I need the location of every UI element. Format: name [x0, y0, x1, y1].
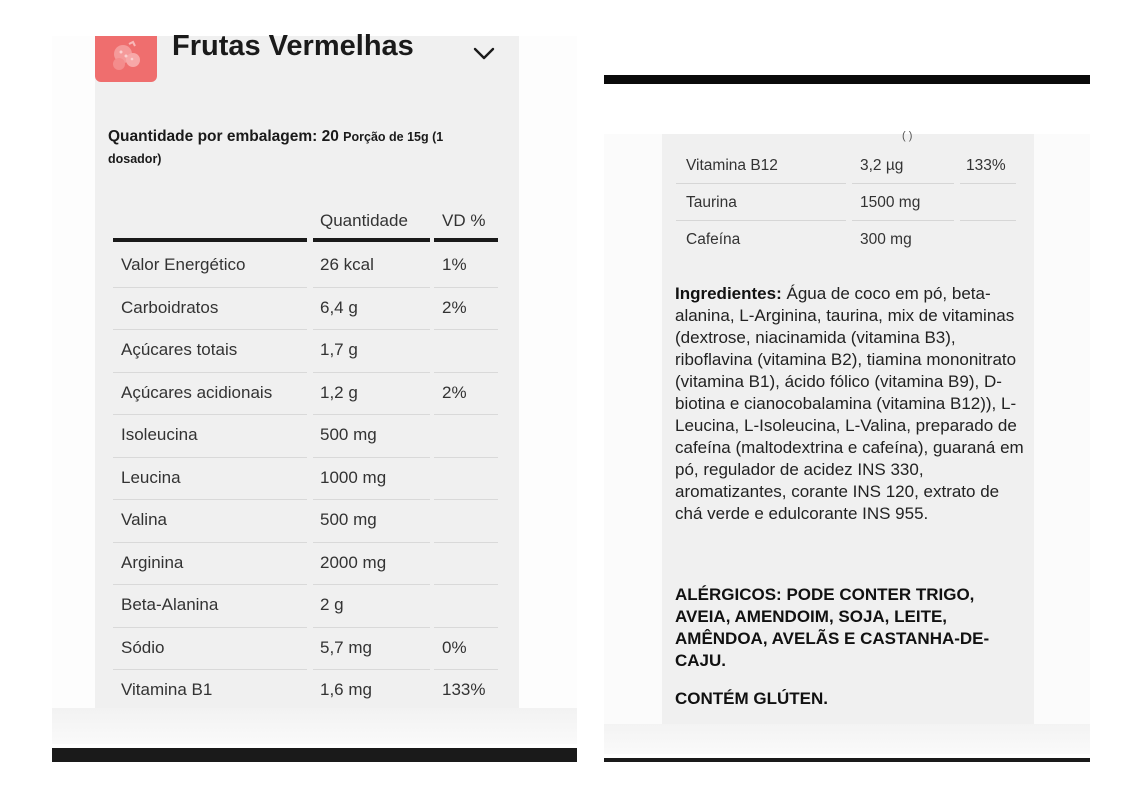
table-row: [113, 543, 498, 586]
table-row: [113, 670, 498, 713]
nutrient-qty: 1,6 mg: [320, 680, 372, 699]
nutrient-vd: 133%: [966, 157, 1006, 174]
nutrient-name: Açúcares acidionais: [121, 382, 273, 402]
nutrient-qty: 1000 mg: [320, 467, 387, 487]
table-row: [113, 373, 498, 416]
allergens-warning: ALÉRGICOS: PODE CONTER TRIGO, AVEIA, AMENDOIM, SOJA, LEITE, AMÊNDOA, AVELÃS E CASTANHA-DE-CAJU.: [675, 585, 990, 670]
nutrient-name: Valina: [121, 510, 167, 529]
nutrient-qty: 2000 mg: [320, 552, 387, 572]
header-rule: [434, 238, 498, 242]
nutrient-name: Vitamina B12: [686, 157, 778, 174]
cut-off-text: ( ): [902, 130, 913, 142]
nutrient-vd: 0%: [442, 637, 467, 657]
nutrient-name: Cafeína: [686, 231, 741, 248]
nutrient-name: Vitamina B1: [121, 680, 213, 699]
table-row: [113, 500, 498, 543]
nutrient-qty: 1,2 g: [320, 382, 358, 402]
nutrient-vd: 2%: [442, 382, 467, 402]
divider-bar: [52, 748, 577, 762]
nutrient-name: Açúcares totais: [121, 340, 238, 359]
header-rule: [313, 238, 430, 242]
header-quantity: Quantidade: [320, 211, 408, 230]
nutrient-qty: 2 g: [320, 595, 344, 614]
nutrient-name: Leucina: [121, 467, 181, 487]
table-row: [113, 458, 498, 501]
nutrient-name: Isoleucina: [121, 425, 198, 444]
nutrient-name: Valor Energético: [121, 255, 246, 274]
screen-edge: [604, 724, 1090, 754]
ingredients-text: [675, 283, 1025, 525]
nutrient-qty: 26 kcal: [320, 255, 374, 274]
table-row: [676, 221, 1016, 258]
nutrient-vd: 2%: [442, 297, 467, 317]
nutrient-qty: 5,7 mg: [320, 637, 372, 657]
ingredients-label: Ingredientes:: [675, 284, 782, 303]
table-row: [113, 245, 498, 288]
divider-bar: [604, 75, 1090, 84]
nutrient-qty: 1500 mg: [860, 194, 921, 211]
nutrient-qty: 500 mg: [320, 425, 377, 444]
nutrient-name: Arginina: [121, 552, 184, 572]
divider-bar: [604, 758, 1090, 762]
table-row: [113, 288, 498, 331]
nutrient-vd: 133%: [442, 680, 486, 699]
nutrient-qty: 6,4 g: [320, 297, 358, 317]
table-row: [113, 415, 498, 458]
header-vd: VD %: [442, 211, 486, 230]
table-row: [113, 330, 498, 373]
portion-label-cont: dosador): [108, 152, 162, 166]
header-rule: [113, 238, 307, 242]
ingredients-list: Água de coco em pó, beta-alanina, L-Arginina, taurina, mix de vitaminas (dextrose, niacinamida (vitamina B3), riboflavina (vitamina B2), tiamina mononitrato (vitamina B1), ácido fólico (vitamina B9), D-biotina e cianocobalamina (vitamina B12)), L-Leucina, L-Isoleucina, L-Valina, preparado de cafeína (maltodextrina e cafeína), guaraná em pó, regulador de acidez INS 330, aromatizantes, corante INS 120, extrato de chá verde e edulcorante INS 955.: [675, 284, 1024, 523]
nutrient-qty: 3,2 µg: [860, 157, 904, 174]
nutrient-name: Beta-Alanina: [121, 595, 219, 614]
table-row: [113, 628, 498, 671]
table-row: [113, 585, 498, 628]
berries-icon: [95, 36, 157, 82]
servings-info: [108, 126, 508, 170]
nutrient-name: Carboidratos: [121, 297, 219, 317]
flavor-title: Frutas Vermelhas: [172, 30, 414, 62]
screen-edge: [52, 708, 577, 744]
nutrient-name: Sódio: [121, 637, 165, 657]
nutrient-vd: 1%: [442, 255, 467, 274]
nutrient-qty: 500 mg: [320, 510, 377, 529]
table-row: [676, 184, 1016, 221]
nutrient-name: Taurina: [686, 194, 737, 211]
table-row: [676, 147, 1016, 184]
portion-label: Porção de 15g (1: [343, 130, 444, 144]
nutrient-qty: 300 mg: [860, 231, 912, 248]
chevron-down-icon[interactable]: [472, 44, 496, 62]
nutrient-qty: 1,7 g: [320, 340, 358, 359]
gluten-warning: CONTÉM GLÚTEN.: [675, 689, 828, 708]
servings-label: Quantidade por embalagem: 20: [108, 128, 339, 145]
